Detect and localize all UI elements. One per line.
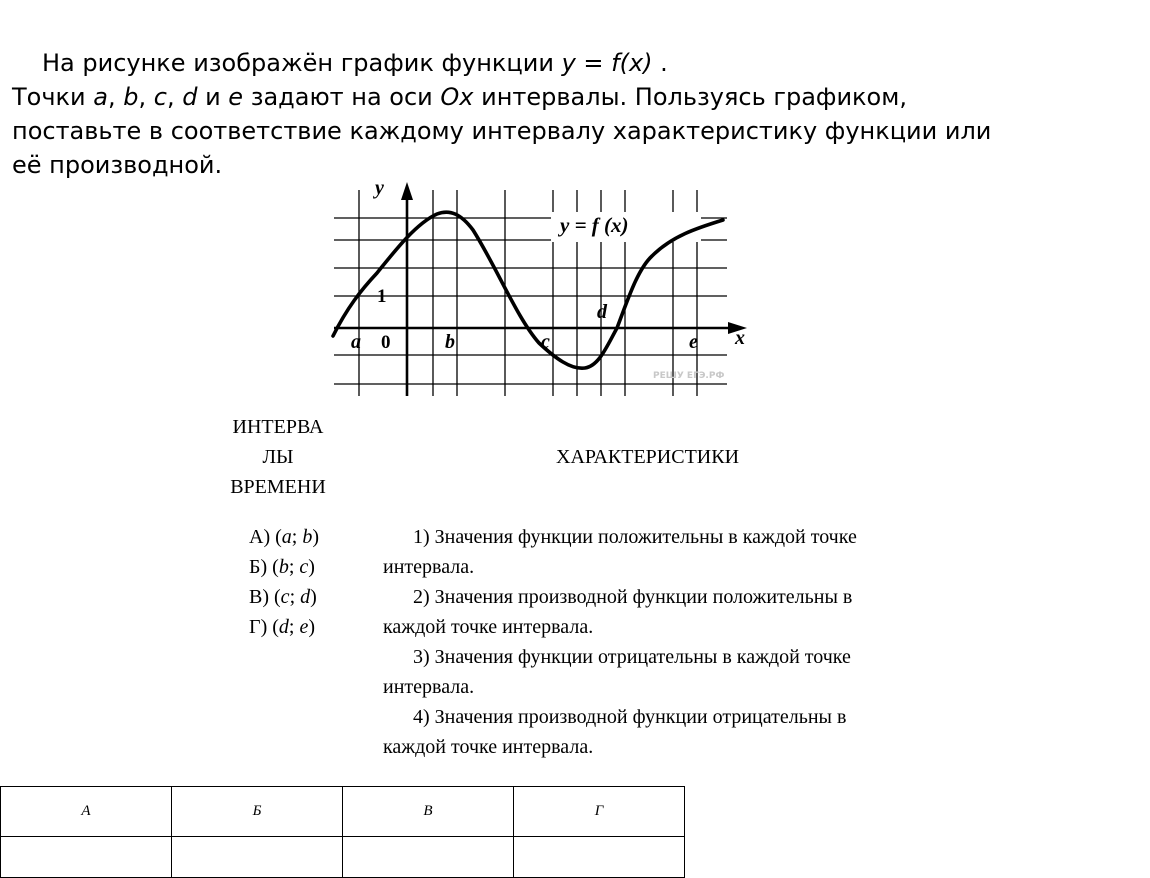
interval-list: [249, 522, 319, 642]
task-line-1: На рисунке изображён график функции y = f(x) .: [42, 49, 668, 77]
characteristic-item: 3) Значения функции отрицательны в каждой точке интервала.: [383, 646, 851, 698]
task-line-2: Точки a, b, c, d и e задают на оси Ox интервалы. Пользуясь графиком,: [12, 83, 907, 111]
task-line-4: её производной.: [12, 151, 223, 179]
characteristics-list: [383, 522, 918, 762]
answer-header-cell: В: [343, 787, 514, 837]
answer-table-input-row: [1, 837, 685, 878]
characteristics-header: ХАРАКТЕРИСТИКИ: [556, 446, 740, 468]
answer-cell-g[interactable]: [514, 837, 685, 878]
task-text: [12, 46, 1132, 182]
characteristic-item: 2) Значения производной функции положительны в каждой точке интервала.: [383, 586, 853, 638]
answer-cell-v[interactable]: [343, 837, 514, 878]
point-b-label: b: [445, 331, 455, 353]
origin-label: 0: [381, 332, 391, 353]
point-a-label: a: [351, 331, 361, 353]
characteristic-item: 1) Значения функции положительны в каждой точке интервала.: [383, 526, 857, 578]
interval-item: А) (a; b): [249, 526, 319, 548]
function-graph: [327, 178, 767, 400]
intervals-header: ИНТЕРВА ЛЫ ВРЕМЕНИ: [230, 416, 326, 498]
characteristic-item: 4) Значения производной функции отрицательны в каждой точке интервала.: [383, 706, 847, 758]
x-axis-label: x: [735, 327, 745, 349]
answer-header-cell: А: [1, 787, 172, 837]
answer-cell-b[interactable]: [172, 837, 343, 878]
interval-item: Б) (b; c): [249, 556, 315, 578]
point-d-label: d: [597, 301, 607, 323]
function-label: y = f (x): [560, 213, 629, 237]
unit-label: 1: [377, 286, 387, 307]
y-axis-label: y: [375, 178, 384, 199]
interval-item: Г) (d; e): [249, 616, 316, 638]
interval-item: В) (c; d): [249, 586, 317, 608]
answer-header-cell: Г: [514, 787, 685, 837]
point-c-label: c: [541, 331, 550, 353]
answer-table-header-row: [1, 787, 685, 837]
point-e-label: e: [689, 331, 698, 353]
answer-header-cell: Б: [172, 787, 343, 837]
task-line-3: поставьте в соответствие каждому интервалу характеристику функции или: [12, 117, 992, 145]
answer-cell-a[interactable]: [1, 837, 172, 878]
y-axis-arrow: [401, 182, 413, 200]
answer-table: [0, 786, 685, 878]
watermark: РЕШУ ЕГЭ.РФ: [653, 371, 725, 381]
